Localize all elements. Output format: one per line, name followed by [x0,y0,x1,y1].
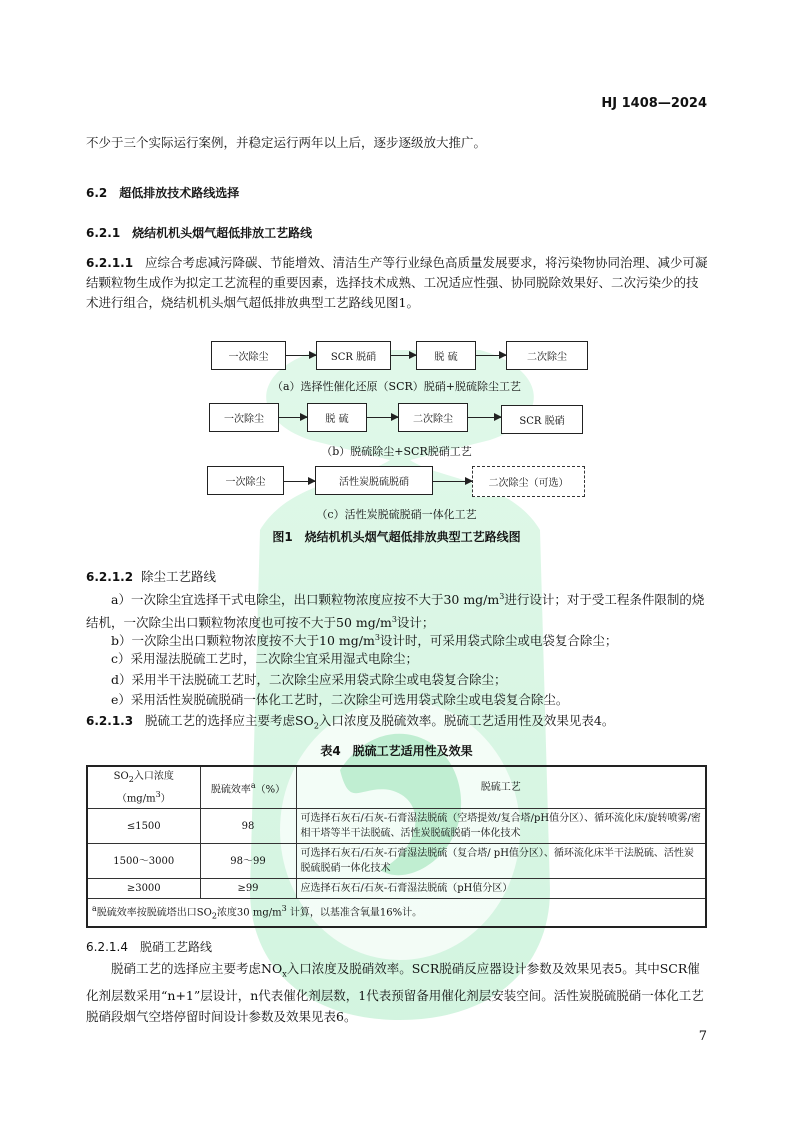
superscript: 3 [281,904,287,914]
table-row [87,809,706,844]
caption-c: （c）活性炭脱硫脱硝一体化工艺 [316,508,477,521]
subscript: 2 [211,911,217,921]
list-item-e: e）采用活性炭脱硫脱硝一体化工艺时，二次除尘可选用袋式除尘或电袋复合除尘。 [111,692,569,707]
cell-process: 可选择石灰石/石灰-石膏湿法脱硫（复合塔/ pH值分区）、循环流化床半干法脱硫、活性炭脱硫脱硝一体化技术 [296,844,706,879]
table-note [87,899,706,927]
superscript: 3 [155,790,161,799]
cell-efficiency: 98～99 [200,844,296,879]
list-item-d: d）采用半干法脱硫工艺时，二次除尘应采用袋式除尘或电袋复合除尘； [111,672,507,687]
subscript: x [282,969,287,979]
intro-line: 不少于三个实际运行案例，并稳定运行两年以上后，逐步逐级放大推广。 [86,135,487,150]
clause-title: 除尘工艺路线 [141,569,217,584]
superscript: 3 [499,592,505,601]
arrow-icon [391,355,416,356]
text-part: a）一次除尘宜选择干式电除尘，出口颗粒物浓度应按不大于30 mg/m [111,592,500,608]
header-efficiency [200,766,296,809]
flow-box-primary-dust: 一次除尘 [207,466,284,495]
text-part: 设计时，可采用袋式除尘或电袋复合除尘； [379,633,618,649]
clause-number: 6.2.1.2 [86,570,134,584]
superscript: a [92,904,97,914]
flow-box-activated-carbon: 活性炭脱硫脱硝 [315,466,433,495]
flow-box-secondary-dust: 二次除尘 [398,403,468,432]
table-4-title: 表4 脱硫工艺适用性及效果 [320,744,473,758]
superscript: a [250,781,256,790]
arrow-icon [279,417,307,418]
cell-concentration: ≤1500 [87,809,200,844]
cell-concentration: ≥3000 [87,879,200,899]
cell-process: 应选择石灰石/石灰-石膏湿法脱硫（pH值分区） [296,879,706,899]
clause-6-2-1-4-heading: 6.2.1.4 脱硝工艺路线 [86,940,212,954]
cell-efficiency: ≥99 [200,879,296,899]
text-part: SO [113,771,129,782]
subscript: 2 [128,775,134,784]
page-number: 7 [698,1029,707,1044]
flow-box-primary-dust: 一次除尘 [209,403,279,432]
cell-concentration: 1500～3000 [87,844,200,879]
arrow-icon [367,417,398,418]
text-part: 入口浓度及脱硝效率。SCR脱硝反应器设计参数及效果见表5。其中SCR催化剂层数采用“n+1”层设计，n代表催化剂层数，1代表预留备用催化剂层安装空间。活性炭脱硫脱硝一体化工艺脱硝段烟气空塔停留时间设计参数及效果见表6。 [86,961,704,1024]
clause-6-2-1-2-heading [86,567,710,587]
text-part: 进行设计；对于受工程条件限制的烧结机，一次除尘出口颗粒物浓度也可按不大于50 mg/m [86,592,705,631]
cell-process: 可选择石灰石/石灰-石膏湿法脱硫（空塔提效/复合塔/pH值分区）、循环流化床/旋转喷雾/密相干塔等半干法脱硫、活性炭脱硫脱硝一体化技术 [296,809,706,844]
clause-6-2-1-3 [86,711,710,737]
list-item-a [86,587,710,633]
table-row [87,879,706,899]
flow-box-desulfurization: 脱 硫 [416,341,476,370]
text-part: 脱硫效率 [210,784,251,796]
clause-number: 6.2.1.3 [86,714,134,728]
superscript: 3 [391,615,397,625]
flow-box-primary-dust: 一次除尘 [211,341,286,370]
flow-box-secondary-dust: 二次除尘 [506,341,588,370]
text-part: ） [160,793,171,805]
caption-b: （b）脱硫除尘+SCR脱硝工艺 [321,445,472,458]
paragraph-6-2-1-1 [86,253,710,313]
subscript: 2 [313,721,319,731]
flow-box-desulfurization: 脱 硫 [307,403,367,432]
document-code: HJ 1408—2024 [601,96,707,111]
text-part: 设计； [396,615,435,631]
arrow-icon [286,355,316,356]
text-part: 浓度30 mg/m [216,907,282,919]
section-6-2-heading: 6.2 超低排放技术路线选择 [86,186,240,200]
flow-box-scr: SCR 脱硝 [501,405,583,434]
clause-text: 应综合考虑减污降碳、节能增效、清洁生产等行业绿色高质量发展要求，将污染物协同治理、减少可凝结颗粒物生成作为拟定工艺流程的重要因素，选择技术成熟、工况适应性强、协同脱除效果好、二次污染少的技术进行组合，烧结机机头烟气超低排放典型工艺路线见图1。 [86,255,708,310]
clause-number: 6.2.1.1 [86,256,134,270]
header-process: 脱硫工艺 [296,766,706,809]
text-part: （%） [255,784,286,796]
text-part: （mg/m [116,793,156,805]
superscript: 3 [374,633,380,642]
table-row [87,844,706,879]
caption-a: （a）选择性催化还原（SCR）脱硝+脱硫除尘工艺 [271,380,521,393]
text-part: b）一次除尘出口颗粒物浓度按不大于10 mg/m [111,633,375,649]
section-6-2-1-heading: 6.2.1 烧结机机头烟气超低排放工艺路线 [86,226,313,240]
table-4 [86,765,707,928]
list-item-b [86,628,710,651]
header-so2-concentration [87,766,200,809]
table-note-row [87,899,706,927]
text-part: 脱硫工艺的选择应主要考虑SO [145,713,314,728]
arrow-icon [433,481,472,482]
flow-box-scr: SCR 脱硝 [316,341,391,370]
text-part: 入口浓度及脱硫效率。脱硫工艺适用性及效果见表4。 [318,713,615,728]
cell-efficiency: 98 [200,809,296,844]
table-header-row [87,766,706,809]
figure-1-title: 图1 烧结机机头烟气超低排放典型工艺路线图 [272,530,521,544]
text-part: 脱硝工艺的选择应主要考虑NO [111,961,283,976]
arrow-icon [476,355,506,356]
text-part: 计算，以基准含氧量16%计。 [286,907,423,919]
text-part: 入口浓度 [133,771,174,782]
text-part: 脱硫效率按脱硫塔出口SO [96,907,212,919]
clause-6-2-1-4-text [86,958,710,1027]
arrow-icon [284,481,315,482]
arrow-icon [468,417,501,418]
list-item-c: c）采用湿法脱硫工艺时，二次除尘宜采用湿式电除尘； [111,651,419,666]
flow-box-secondary-dust-optional: 二次除尘（可选） [472,466,585,497]
